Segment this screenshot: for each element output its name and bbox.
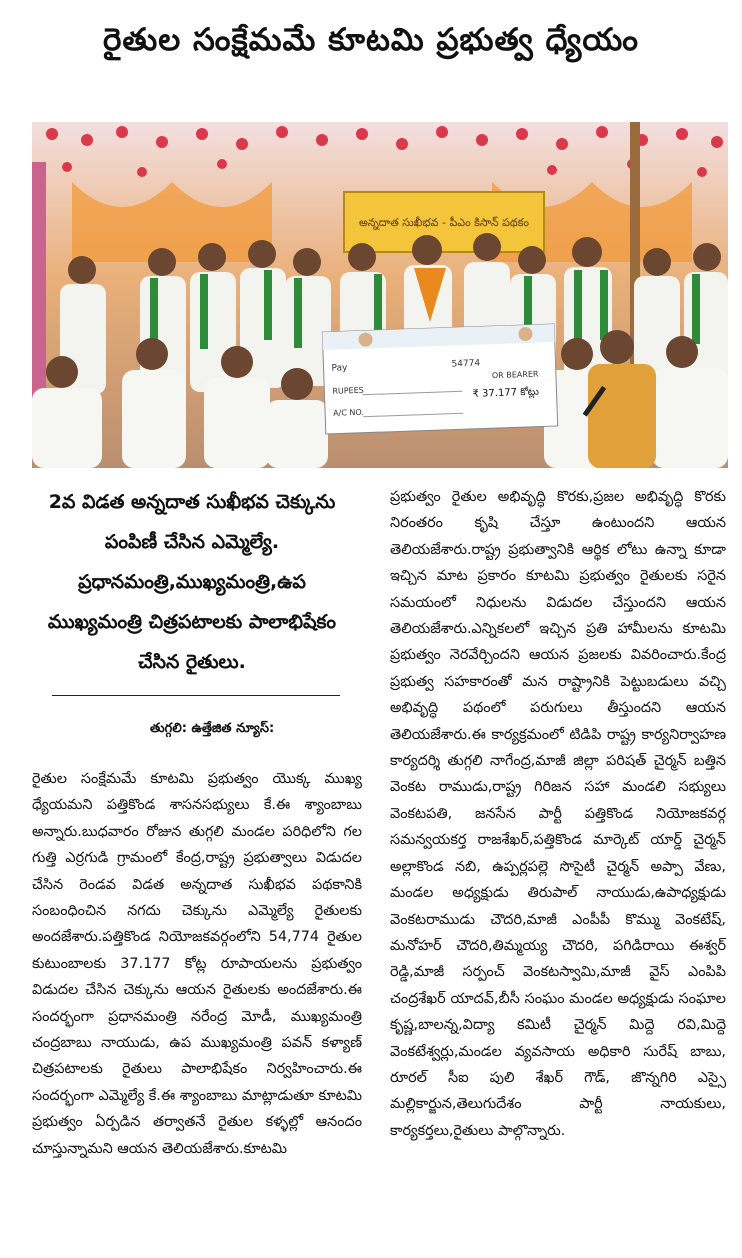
divider [52,695,340,696]
article-body-left-column [32,766,362,1246]
article-headline: రైతుల సంక్షేమమే కూటమి ప్రభుత్వ ధ్యేయం [103,22,639,58]
article-body-right-column [390,484,726,1246]
photo-illustration [32,122,728,468]
article-dateline: తుగ్గలి: ఉత్తేజిత న్యూస్: [150,721,275,736]
banner-text: అన్నదాత సుఖీభవ - పీఎం కిసాన్ పథకం [359,216,529,229]
article-body-right-text: ప్రభుత్వం రైతుల అభివృద్ధి కొరకు,ప్రజల అభివృద్ధి కొరకు నిరంతరం కృషి చేస్తూ ఉంటుందని ఆయన తెలియజేశారు.రాష్ట్ర ప్రభుత్వానికి ఆర్థిక లోటు ఉన్నా కూడా ఇచ్చిన మాట ప్రకారం కూటమి ప్రభుత్వం రైతులకు సరైన సమయంలో నిధులను విడుదల చేస్తుందని ఆయన తెలియజేశారు.ఎన్నికలలో ఇచ్చిన ప్రతి హామీలను కూటమి ప్రభుత్వం నెరవేర్చిందని ఆయన ప్రజలకు వివరించారు.కేంద్ర ప్రభుత్వ సహకారంతో మన రాష్ట్రానికి పెట్టుబడులు వచ్చి అభివృద్ధి పథంలో పరుగులు తీస్తుందని ఆయన తెలియజేశారు.ఈ కార్యక్రమంలో టిడిపి రాష్ట్ర కార్యనిర్వాహణ కార్యదర్శి తుగ్గలి నాగేంద్ర,మాజీ జిల్లా పరిషత్ చైర్మన్ బత్తిన వెంకట రాముడు,రాష్ట్ర గిరిజన సహా మండలి సభ్యులు వెంకటపతి, జనసేన పార్టీ పత్తికొండ నియోజకవర్గ సమన్వయకర్త రాజశేఖర్,పత్తికొండ మార్కెట్ యార్డ్ చైర్మన్ అల్లాకొండ నబి, ఉప్పర్లపల్లె సొసైటీ చైర్మన్ అప్పా వేణు, మండల అధ్యక్షుడు తిరుపాల్ నాయుడు,ఉపాధ్యక్షుడు వెంకటరాముడు చౌదరి,మాజీ ఎంపీపీ కొమ్ము వెంకటేష్, మనోహర్ చౌదరి,తిమ్మయ్య చౌదరి, పగిడిరాయి ఈశ్వర్ రెడ్డి,మాజీ సర్పంచ్ వెంకటస్వామి,మాజీ వైస్ ఎంపిపి చంద్రశేఖర్ యాదవ్,బీసీ సంఘం మండల అధ్యక్షుడు సంఘాల కృష్ణ,బాలన్న,విద్యా కమిటీ చైర్మన్ మిద్దె రవి,మిద్దె వెంకటేశ్వర్లు,మండల వ్యవసాయ అధికారి సురేష్ బాబు, రూరల్ సీఐ పులి శేఖర్ గౌడ్, జొన్నగిరి ఎస్సై మల్లికార్జున,తెలుగుదేశం పార్టీ నాయకులు, కార్యకర్తలు,రైతులు పాల్గొన్నారు. [390,489,726,1139]
cheque-amount: ₹ 37.177 కోట్లు [472,386,540,400]
cheque-rupees-label: RUPEES [332,385,364,396]
oversized-cheque [322,324,557,434]
article-subheading: 2వ విడత అన్నదాత సుఖీభవ చెక్కును పంపిణీ చేసిన ఎమ్మెల్యే. ప్రధానమంత్రి,ముఖ్యమంత్రి,ఉప ముఖ్యమంత్రి చిత్రపటాలకు పాలాభిషేకం చేసిన రైతులు. [47,491,337,673]
cheque-account-label: A/C NO. [332,407,365,418]
article-body-left-text: రైతుల సంక్షేమమే కూటమి ప్రభుత్వం యొక్క ముఖ్య ధ్యేయమని పత్తికొండ శాసనసభ్యులు కే.ఈ శ్యాంబాబు అన్నారు.బుధవారం రోజున తుగ్గలి మండల పరిధిలోని గల గుత్తి ఎర్రగుడి గ్రామంలో కేంద్ర,రాష్ట్ర ప్రభుత్వాలు విడుదల చేసిన రెండవ విడత అన్నదాత సుఖీభవ పథకానికి సంబంధించిన నగదు చెక్కును ఎమ్మెల్యే రైతులకు అందజేశారు.పత్తికొండ నియోజకవర్గంలోని 54,774 రైతుల కుటుంబాలకు 37.177 కోట్ల రూపాయలను ప్రభుత్వం విడుదల చేసిన చెక్కును ఆయన రైతులకు అందజేశారు.ఈ సందర్భంగా ప్రధానమంత్రి నరేంద్ర మోడీ, ముఖ్యమంత్రి చంద్రబాబు నాయుడు, ఉప ముఖ్యమంత్రి పవన్ కళ్యాణ్ చిత్రపటాలకు రైతులు పాలాభిషేకం నిర్వహించారు.ఈ సందర్భంగా ఎమ్మెల్యే కే.ఈ శ్యాంబాబు మాట్లాడుతూ కూటమి ప్రభుత్వం ఏర్పడిన తర్వాతనే రైతుల కళ్ళల్లో ఆనందం చూస్తున్నామని ఆయన తెలియజేశారు.కూటమి [32,771,362,1157]
cheque-families: 54774 [451,358,481,370]
cheque-pay-label: Pay [331,363,348,374]
news-photo [32,122,728,468]
cheque-bearer: OR BEARER [491,369,539,381]
